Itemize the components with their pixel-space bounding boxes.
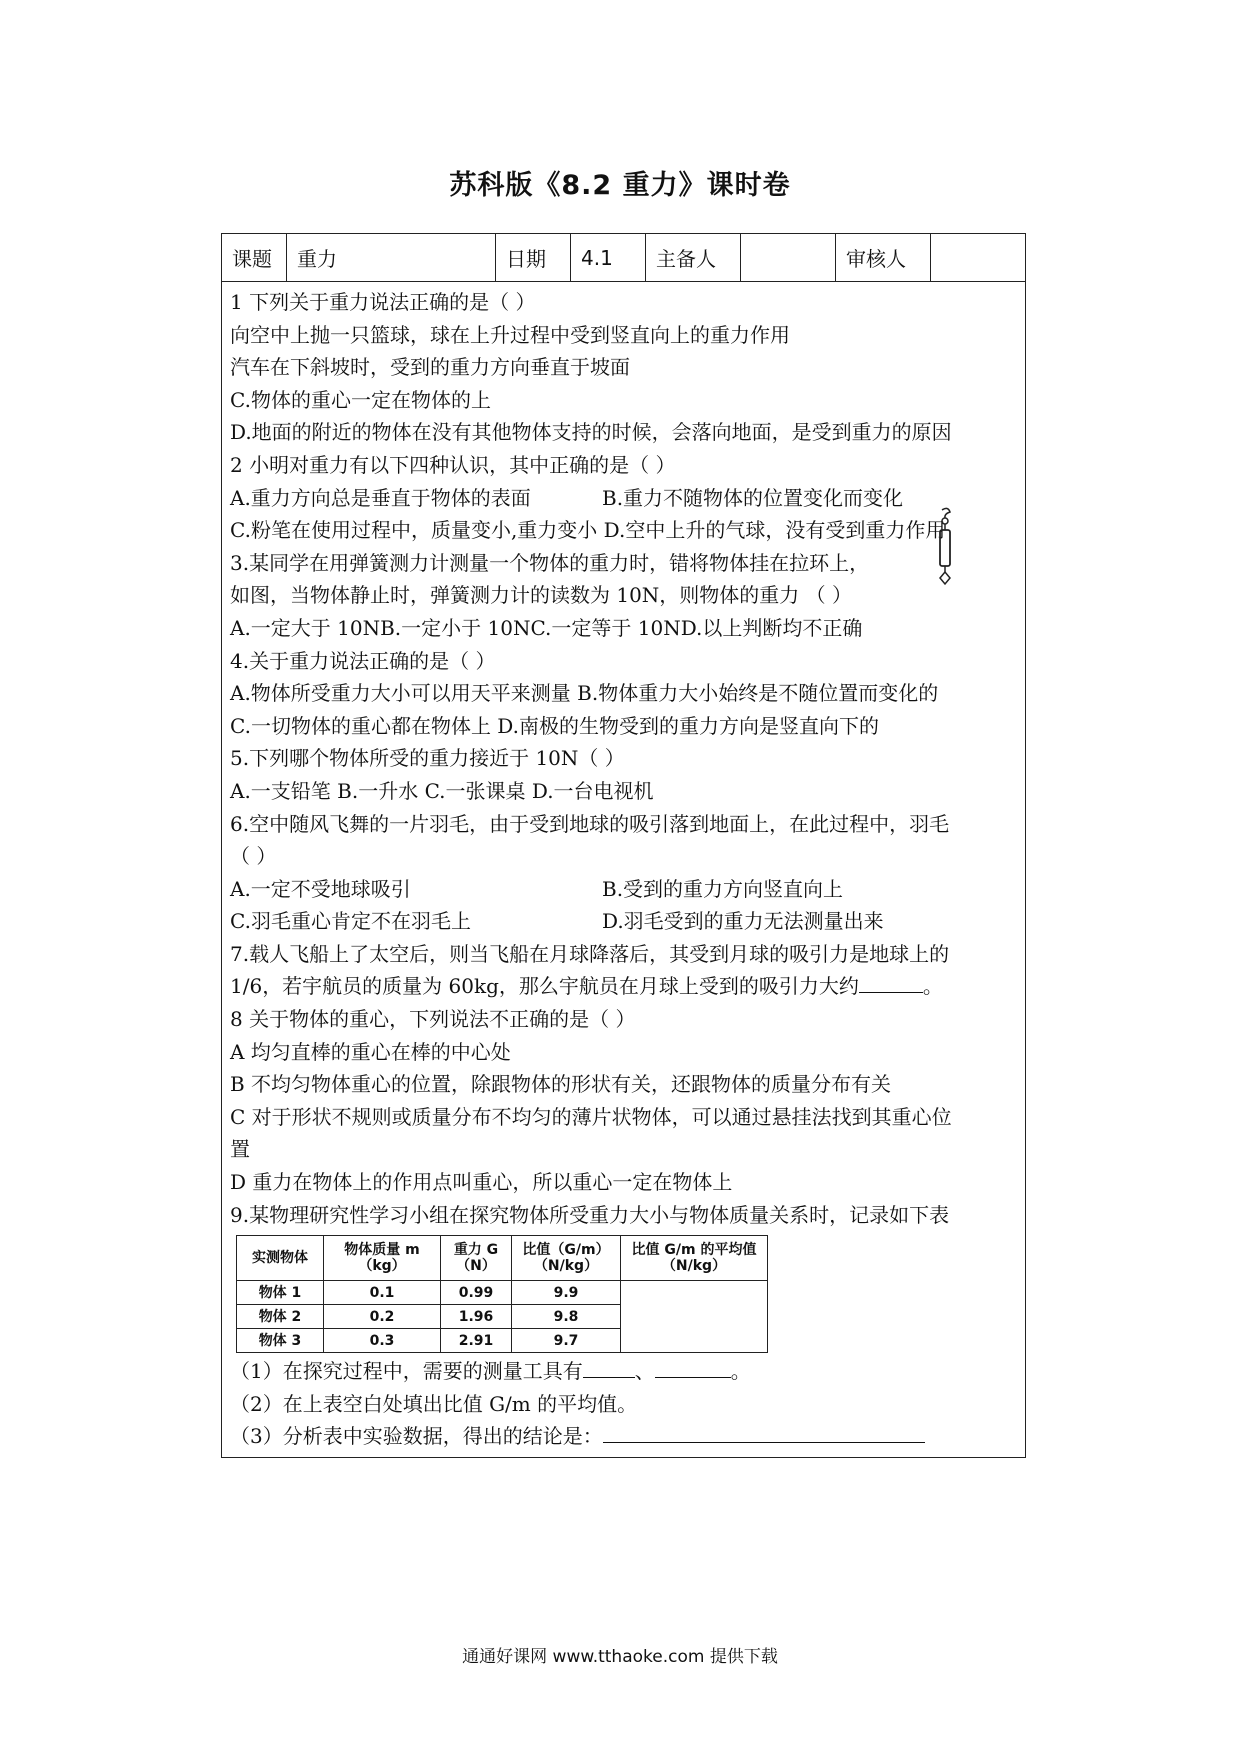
table-cell: 物体 3 bbox=[237, 1329, 324, 1353]
table-cell: 物体 1 bbox=[237, 1281, 324, 1305]
question-6-option-d: D.羽毛受到的重力无法测量出来 bbox=[602, 909, 884, 934]
question-9: 9.某物理研究性学习小组在探究物体所受重力大小与物体质量关系时，记录如下表 bbox=[230, 1202, 950, 1227]
question-5: 5.下列哪个物体所受的重力接近于 10N（ ） bbox=[230, 746, 625, 771]
table-header: 物体质量 m （kg） bbox=[324, 1236, 441, 1281]
question-8-option: 置 bbox=[230, 1137, 250, 1162]
data-table bbox=[236, 1235, 768, 1353]
table-header: 比值 G/m 的平均值 （N/kg） bbox=[621, 1236, 768, 1281]
question-2-options bbox=[230, 482, 1025, 515]
answer-blank[interactable] bbox=[655, 1355, 731, 1378]
question-2-option-a: A.重力方向总是垂直于物体的表面 bbox=[230, 485, 531, 510]
date-value: 4.1 bbox=[571, 234, 646, 281]
table-cell: 9.8 bbox=[512, 1305, 621, 1329]
table-cell: 0.1 bbox=[324, 1281, 441, 1305]
table-cell: 9.7 bbox=[512, 1329, 621, 1353]
preparer-value bbox=[741, 234, 836, 281]
question-9-part-1-end: 。 bbox=[730, 1359, 751, 1384]
average-cell[interactable] bbox=[621, 1281, 768, 1353]
separator: 、 bbox=[634, 1359, 655, 1384]
reviewer-value bbox=[931, 234, 1024, 281]
question-9-part-1-text: （1）在探究过程中，需要的测量工具有 bbox=[230, 1359, 583, 1384]
reviewer-label: 审核人 bbox=[836, 234, 931, 281]
answer-blank[interactable] bbox=[859, 970, 923, 993]
table-row bbox=[237, 1281, 768, 1305]
spring-scale-icon bbox=[930, 506, 960, 588]
table-cell: 0.2 bbox=[324, 1305, 441, 1329]
question-1: 1 下列关于重力说法正确的是（ ） bbox=[230, 290, 536, 314]
question-6-bracket: （ ） bbox=[230, 844, 277, 869]
table-header: 重力 G （N） bbox=[441, 1236, 512, 1281]
question-7-text-body: 1/6，若宇航员的质量为 60kg，那么宇航员在月球上受到的吸引力大约 bbox=[230, 974, 859, 999]
question-1-option: 向空中上抛一只篮球，球在上升过程中受到竖直向上的重力作用 bbox=[230, 322, 790, 347]
answer-blank[interactable] bbox=[583, 1355, 635, 1378]
header-row bbox=[222, 234, 1025, 282]
questions bbox=[222, 282, 1025, 1453]
question-6-option-a: A.一定不受地球吸引 bbox=[230, 876, 411, 901]
question-6-options bbox=[230, 905, 1025, 938]
question-2-options: C.粉笔在使用过程中，质量变小,重力变小 D.空中上升的气球，没有受到重力作用 bbox=[230, 518, 946, 543]
question-2: 2 小明对重力有以下四种认识，其中正确的是（ ） bbox=[230, 452, 676, 477]
question-3: 3.某同学在用弹簧测力计测量一个物体的重力时，错将物体挂在拉环上， bbox=[230, 550, 870, 575]
question-6-options bbox=[230, 873, 1025, 906]
question-8-option: D 重力在物体上的作用点叫重心，所以重心一定在物体上 bbox=[230, 1170, 733, 1195]
question-1-option: D.地面的附近的物体在没有其他物体支持的时候，会落向地面，是受到重力的原因 bbox=[230, 420, 952, 445]
question-6-option-c: C.羽毛重心肯定不在羽毛上 bbox=[230, 909, 471, 934]
question-1-option: C.物体的重心一定在物体的上 bbox=[230, 387, 491, 412]
preparer-label: 主备人 bbox=[646, 234, 741, 281]
question-3-text: 如图，当物体静止时，弹簧测力计的读数为 10N，则物体的重力 （ ） bbox=[230, 583, 853, 608]
question-4-options: C.一切物体的重心都在物体上 D.南极的生物受到的重力方向是竖直向下的 bbox=[230, 713, 879, 738]
page-title: 苏科版《8.2 重力》课时卷 bbox=[449, 170, 791, 201]
date-label: 日期 bbox=[496, 234, 571, 281]
table-cell: 1.96 bbox=[441, 1305, 512, 1329]
question-9-part-3-text: （3）分析表中实验数据，得出的结论是： bbox=[230, 1424, 603, 1449]
question-7: 7.载人飞船上了太空后，则当飞船在月球降落后，其受到月球的吸引力是地球上的 bbox=[230, 941, 950, 966]
topic-value: 重力 bbox=[287, 234, 496, 281]
table-cell: 0.99 bbox=[441, 1281, 512, 1305]
question-9-part-2: （2）在上表空白处填出比值 G/m 的平均值。 bbox=[230, 1391, 638, 1416]
question-8-option: C 对于形状不规则或质量分布不均匀的薄片状物体，可以通过悬挂法找到其重心位 bbox=[230, 1104, 952, 1129]
question-1-option: 汽车在下斜坡时，受到的重力方向垂直于坡面 bbox=[230, 355, 630, 380]
question-8-option: A 均匀直棒的重心在棒的中心处 bbox=[230, 1039, 511, 1064]
question-9-part-1 bbox=[230, 1355, 1025, 1388]
question-9-part-3 bbox=[230, 1420, 1025, 1453]
question-8-option: B 不均匀物体重心的位置，除跟物体的形状有关，还跟物体的质量分布有关 bbox=[230, 1072, 892, 1097]
question-4-options: A.物体所受重力大小可以用天平来测量 B.物体重力大小始终是不随位置而变化的 bbox=[230, 681, 939, 706]
table-header: 实测物体 bbox=[237, 1236, 324, 1281]
worksheet bbox=[221, 233, 1026, 1458]
table-cell: 2.91 bbox=[441, 1329, 512, 1353]
table-header-row bbox=[237, 1236, 768, 1281]
question-5-options: A.一支铅笔 B.一升水 C.一张课桌 D.一台电视机 bbox=[230, 778, 654, 803]
question-4: 4.关于重力说法正确的是（ ） bbox=[230, 648, 496, 673]
table-cell: 物体 2 bbox=[237, 1305, 324, 1329]
question-6: 6.空中随风飞舞的一片羽毛，由于受到地球的吸引落到地面上，在此过程中，羽毛 bbox=[230, 811, 950, 836]
question-6-option-b: B.受到的重力方向竖直向上 bbox=[602, 876, 844, 901]
footer-text: 通通好课网 www.tthaoke.com 提供下载 bbox=[462, 1647, 778, 1667]
question-2-option-b: B.重力不随物体的位置变化而变化 bbox=[602, 485, 904, 510]
table-cell: 0.3 bbox=[324, 1329, 441, 1353]
answer-blank[interactable] bbox=[603, 1420, 925, 1443]
table-cell: 9.9 bbox=[512, 1281, 621, 1305]
topic-label: 课题 bbox=[222, 234, 287, 281]
question-8: 8 关于物体的重心，下列说法不正确的是（ ） bbox=[230, 1007, 636, 1032]
table-header: 比值（G/m） （N/kg） bbox=[512, 1236, 621, 1281]
question-7-text bbox=[230, 970, 1025, 1003]
question-3-options: A.一定大于 10NB.一定小于 10NC.一定等于 10ND.以上判断均不正确 bbox=[230, 615, 863, 640]
question-7-end: 。 bbox=[922, 974, 943, 999]
